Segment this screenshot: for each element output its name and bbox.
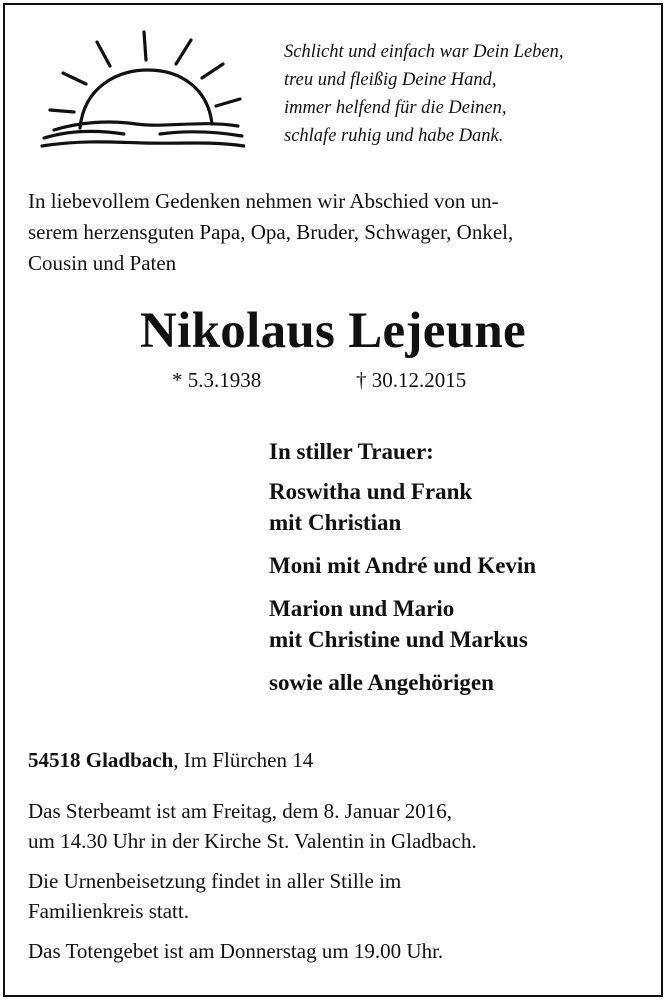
poem-line: immer helfend für die Deinen, — [284, 98, 507, 118]
mourner-line: Moni mit André und Kevin — [269, 553, 537, 578]
notice-line: Die Urnenbeisetzung findet in aller Stille im — [28, 869, 402, 893]
mourners-list — [269, 436, 536, 698]
intro-line: In liebevollem Gedenken nehmen wir Abschied von un- — [28, 189, 499, 213]
notice-paragraph — [28, 866, 477, 926]
notice-line: Das Sterbeamt ist am Freitag, dem 8. Januar 2016, — [28, 799, 452, 823]
notice-line: Das Totengebet ist am Donnerstag um 19.00 Uhr. — [28, 939, 444, 963]
notice-paragraph — [28, 936, 477, 966]
mourner-line: mit Christian — [269, 510, 402, 535]
address-street: , Im Flürchen 14 — [173, 748, 314, 772]
poem-line: schlafe ruhig und habe Dank. — [284, 126, 504, 146]
service-notices — [28, 796, 477, 976]
intro-text — [28, 186, 513, 279]
mourner-line: sowie alle Angehörigen — [269, 670, 494, 695]
address-city: 54518 Gladbach — [28, 748, 174, 772]
intro-line: serem herzensguten Papa, Opa, Bruder, Schwager, Onkel, — [28, 220, 514, 244]
memorial-poem — [284, 38, 564, 150]
mourner-line: Marion und Mario — [269, 596, 455, 621]
deceased-name: Nikolaus Lejeune — [140, 303, 526, 359]
mourner-group — [269, 593, 536, 655]
mourners-heading: In stiller Trauer: — [269, 439, 434, 464]
poem-line: treu und fleißig Deine Hand, — [284, 70, 497, 90]
family-address — [28, 748, 313, 773]
notice-line: um 14.30 Uhr in der Kirche St. Valentin in Gladbach. — [28, 829, 477, 853]
mourner-group — [269, 476, 536, 538]
mourner-line: mit Christine und Markus — [269, 627, 528, 652]
sunset-icon — [40, 26, 245, 156]
poem-line: Schlicht und einfach war Dein Leben, — [284, 42, 564, 62]
mourner-group — [269, 550, 536, 581]
mourner-group — [269, 667, 536, 698]
intro-line: Cousin und Paten — [28, 251, 177, 275]
birth-date: * 5.3.1938 — [172, 368, 262, 392]
notice-paragraph — [28, 796, 477, 856]
notice-line: Familienkreis statt. — [28, 899, 189, 923]
mourner-line: Roswitha und Frank — [269, 479, 473, 504]
death-date: † 30.12.2015 — [356, 368, 467, 392]
